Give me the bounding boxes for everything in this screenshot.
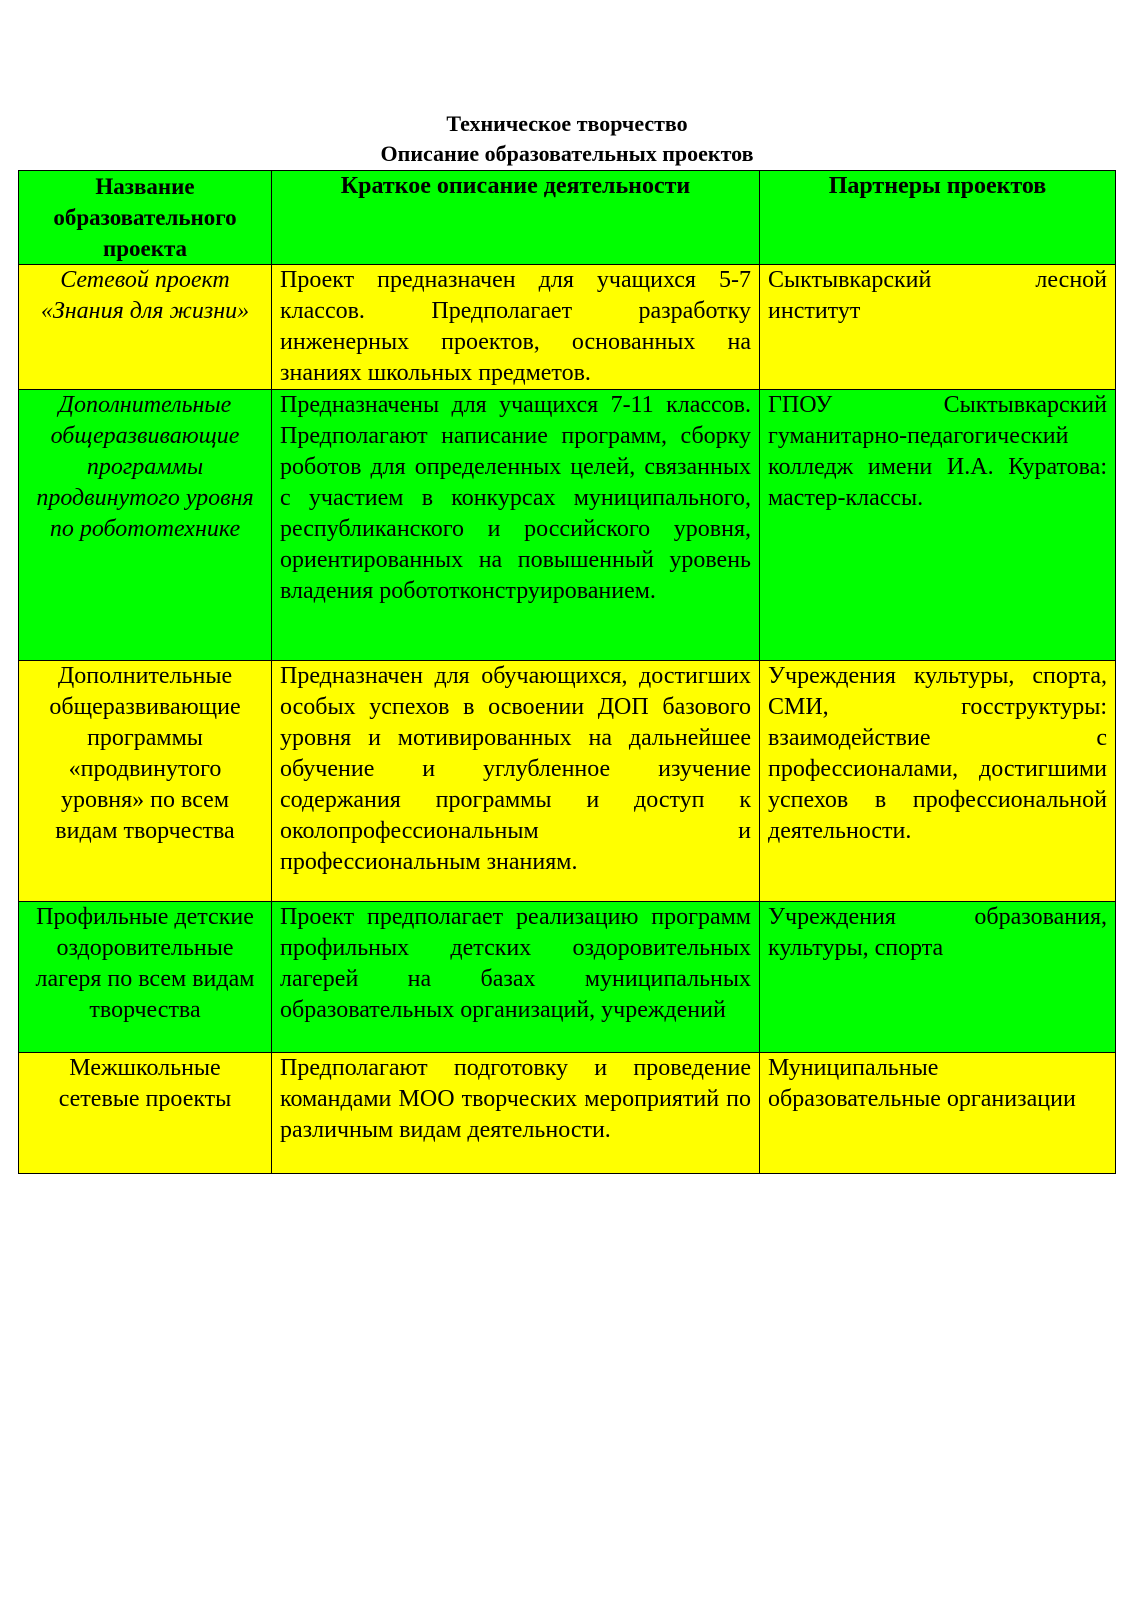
document-subtitle: Описание образовательных проектов (380, 141, 754, 166)
project-description-cell: Проект предполагает реализацию программ профильных детских оздоровительных лагерей на базах муниципальных образовательных организаций, учреждений (272, 902, 760, 1053)
project-description-cell: Предназначены для учащихся 7-11 классов. Предполагают написание программ, сборку роботов для определенных целей, связанных с участием в конкурсах муниципального, республиканского и российского уровня, ориентированных на повышенный уровень владения робототконструированием. (272, 390, 760, 661)
project-name-cell: Сетевой проект «Знания для жизни» (19, 265, 272, 390)
table-row (19, 902, 1116, 1053)
project-description-cell: Предназначен для обучающихся, достигших особых успехов в освоении ДОП базового уровня и мотивированных на дальнейшее обучение и углубленное изучение содержания программы и доступ к околопрофессиональным и профессиональным знаниям. (272, 661, 760, 902)
table-row (19, 1053, 1116, 1174)
project-name-cell: Дополнительные общеразвивающие программы продвинутого уровня по робототехнике (19, 390, 272, 661)
header-partners: Партнеры проектов (760, 171, 1116, 265)
project-partners-cell: Учреждения образования, культуры, спорта (760, 902, 1116, 1053)
project-name-cell: Профильные детские оздоровительные лагеря по всем видам творчества (19, 902, 272, 1053)
table-row (19, 265, 1116, 390)
project-name-cell: Дополнительные общеразвивающие программы «продвинутого уровня» по всем видам творчества (19, 661, 272, 902)
header-project-name: Название образовательного проекта (19, 171, 272, 265)
projects-table (18, 170, 1116, 1174)
project-description-cell: Предполагают подготовку и проведение командами МОО творческих мероприятий по различным видам деятельности. (272, 1053, 760, 1174)
table-header-row (19, 171, 1116, 265)
document-title: Техническое творчество (446, 111, 688, 136)
project-name-cell: Межшкольные сетевые проекты (19, 1053, 272, 1174)
project-partners-cell: Сыктывкарский лесной институт (760, 265, 1116, 390)
table-row (19, 661, 1116, 902)
project-partners-cell: Муниципальные образовательные организации (760, 1053, 1116, 1174)
header-description: Краткое описание деятельности (272, 171, 760, 265)
project-partners-cell: ГПОУ Сыктывкарский гуманитарно-педагогический колледж имени И.А. Куратова: мастер-классы. (760, 390, 1116, 661)
project-partners-cell: Учреждения культуры, спорта, СМИ, госструктуры: взаимодействие с профессионалами, достигшими успехов в профессиональной деятельности. (760, 661, 1116, 902)
table-row (19, 390, 1116, 661)
project-description-cell: Проект предназначен для учащихся 5-7 классов. Предполагает разработку инженерных проектов, основанных на знаниях школьных предметов. (272, 265, 760, 390)
